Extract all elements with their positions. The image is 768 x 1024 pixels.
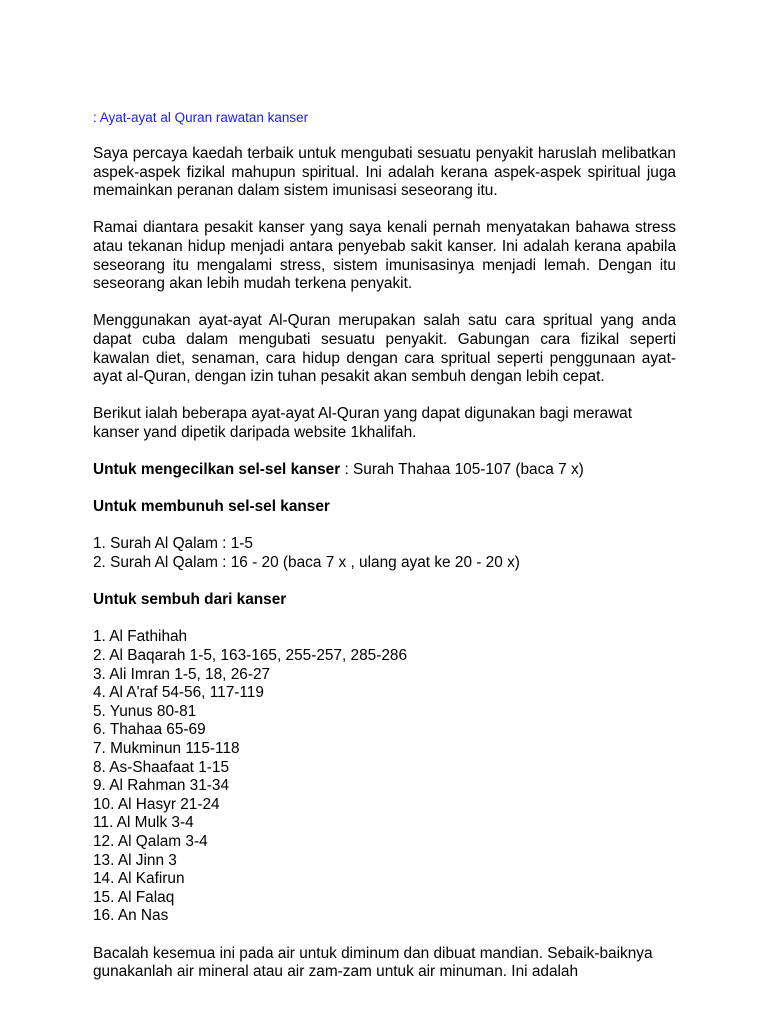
paragraph-method: Menggunakan ayat-ayat Al-Quran merupakan salah satu cara spritual yang anda dapat cuba dalam mengubati sesuatu penyakit. Gabungan cara fizikal seperti kawalan diet, senaman, cara hidup dengan cara spritual seperti penggunaan ayat-ayat al-Quran, dengan izin tuhan pesakit akan sembuh dengan lebih cepat. (93, 312, 676, 386)
list-item: 4. Al A'raf 54-56, 117-119 (93, 684, 264, 702)
section-shrink-text: : Surah Thahaa 105-107 (baca 7 x) (340, 461, 584, 479)
list-item: 12. Al Qalam 3-4 (93, 832, 208, 850)
subtitle-text: Ayat-ayat al Quran rawatan kanser (99, 110, 309, 125)
list-item: 14. Al Kafirun (93, 870, 185, 888)
list-item: 15. Al Falaq (93, 888, 175, 906)
paragraph-stress: Ramai diantara pesakit kanser yang saya kenali pernah menyatakan bahawa stress atau tekanan hidup menjadi antara penyebab sakit kanser. Ini adalah kerana apabila seseorang itu mengalami stress, sistem imunisasinya menjadi lemah. Dengan itu seseorang akan lebih mudah terkena penyakit. (93, 219, 676, 293)
list-item: 13. Al Jinn 3 (93, 851, 177, 869)
section-shrink-heading: Untuk mengecilkan sel-sel kanser (93, 461, 341, 479)
list-item: 2. Al Baqarah 1-5, 163-165, 255-257, 285-286 (93, 647, 408, 665)
list-item: 1. Surah Al Qalam : 1-5 (93, 535, 253, 553)
section-shrink-cells (93, 461, 676, 480)
list-item: 1. Al Fathihah (93, 628, 188, 646)
list-item: 7. Mukminun 115-118 (93, 740, 240, 757)
list-item: 2. Surah Al Qalam : 16 - 20 (baca 7 x , ulang ayat ke 20 - 20 x) (93, 554, 520, 572)
document-subtitle (93, 110, 676, 126)
list-item: 6. Thahaa 65-69 (93, 721, 206, 739)
section-kill-cells-heading: Untuk membunuh sel-sel kanser (93, 498, 330, 516)
list-item: 9. Al Rahman 31-34 (93, 777, 230, 795)
section-heal-heading: Untuk sembuh dari kanser (93, 591, 287, 609)
document-page (93, 110, 676, 1000)
section-heal-list (93, 628, 676, 926)
paragraph-closing: Bacalah kesemua ini pada air untuk diminum dan dibuat mandian. Sebaik-baiknya gunakanlah air mineral atau air zam-zam untuk air minuman. Ini adalah (93, 944, 653, 981)
list-item: 3. Ali Imran 1-5, 18, 26-27 (93, 665, 271, 683)
section-kill-cells-list (93, 535, 676, 572)
subtitle-prefix: : (93, 110, 97, 125)
list-item: 10. Al Hasyr 21-24 (93, 795, 220, 813)
list-item: 5. Yunus 80-81 (93, 702, 197, 720)
paragraph-intro: Saya percaya kaedah terbaik untuk mengubati sesuatu penyakit haruslah melibatkan aspek-aspek fizikal mahupun spiritual. Ini adalah kerana aspek-aspek spiritual juga memainkan peranan dalam sistem imunisasi seseorang itu. (93, 145, 676, 200)
paragraph-source: Berikut ialah beberapa ayat-ayat Al-Quran yang dapat digunakan bagi merawat kanser yand dipetik daripada website 1khalifah. (93, 405, 633, 441)
list-item: 8. As-Shaafaat 1-15 (93, 758, 230, 776)
list-item: 16. An Nas (93, 907, 169, 925)
list-item: 11. Al Mulk 3-4 (93, 814, 194, 832)
